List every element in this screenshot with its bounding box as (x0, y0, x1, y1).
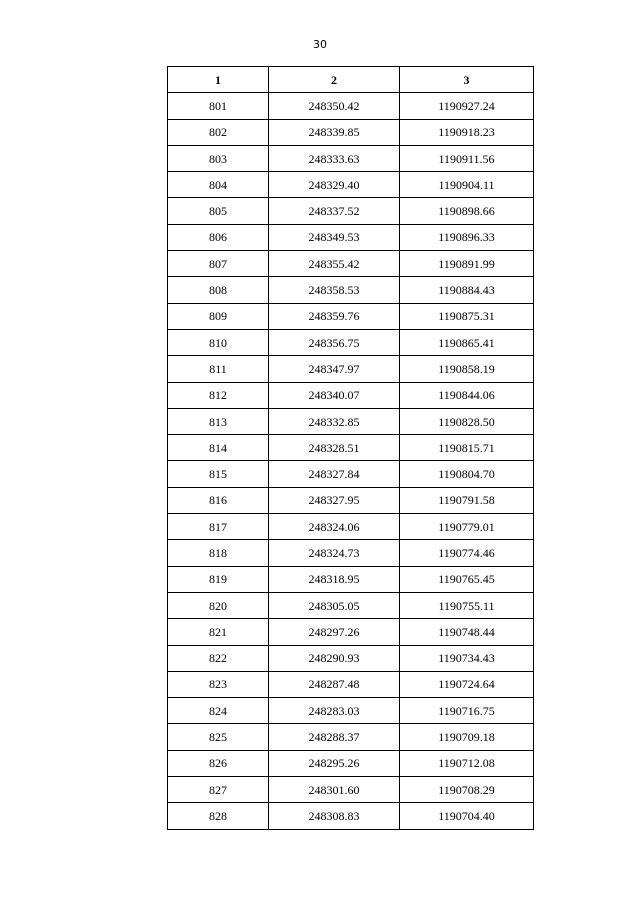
coordinate-y-cell: 1190911.56 (400, 145, 534, 171)
coordinate-y-cell: 1190716.75 (400, 698, 534, 724)
coordinate-x-cell: 248327.95 (269, 487, 400, 513)
coordinate-x-cell: 248340.07 (269, 382, 400, 408)
point-number-cell: 822 (168, 645, 269, 671)
coordinate-x-cell: 248337.52 (269, 198, 400, 224)
coordinate-x-cell: 248333.63 (269, 145, 400, 171)
coordinate-x-cell: 248295.26 (269, 750, 400, 776)
point-number-cell: 826 (168, 750, 269, 776)
point-number-cell: 824 (168, 698, 269, 724)
table-row (168, 803, 534, 829)
table-row (168, 540, 534, 566)
coordinate-y-cell: 1190724.64 (400, 671, 534, 697)
coordinate-x-cell: 248305.05 (269, 592, 400, 618)
column-header-3: 3 (400, 67, 534, 93)
point-number-cell: 807 (168, 251, 269, 277)
table-row (168, 435, 534, 461)
coordinate-x-cell: 248308.83 (269, 803, 400, 829)
table-row (168, 329, 534, 355)
coordinate-y-cell: 1190765.45 (400, 566, 534, 592)
coordinate-x-cell: 248324.06 (269, 514, 400, 540)
coordinate-y-cell: 1190896.33 (400, 224, 534, 250)
table-row (168, 277, 534, 303)
coordinates-table (167, 66, 534, 830)
coordinate-y-cell: 1190858.19 (400, 356, 534, 382)
coordinate-y-cell: 1190844.06 (400, 382, 534, 408)
coordinate-x-cell: 248288.37 (269, 724, 400, 750)
coordinate-y-cell: 1190884.43 (400, 277, 534, 303)
coordinate-x-cell: 248318.95 (269, 566, 400, 592)
point-number-cell: 814 (168, 435, 269, 461)
point-number-cell: 804 (168, 172, 269, 198)
table-row (168, 671, 534, 697)
page-number: 30 (313, 38, 327, 51)
table-row (168, 461, 534, 487)
table-row (168, 224, 534, 250)
coordinate-x-cell: 248349.53 (269, 224, 400, 250)
point-number-cell: 816 (168, 487, 269, 513)
table-row (168, 777, 534, 803)
point-number-cell: 827 (168, 777, 269, 803)
column-header-1: 1 (168, 67, 269, 93)
table-row (168, 251, 534, 277)
table-row (168, 93, 534, 119)
table-row (168, 698, 534, 724)
coordinate-x-cell: 248327.84 (269, 461, 400, 487)
table-row (168, 514, 534, 540)
table-row (168, 119, 534, 145)
point-number-cell: 815 (168, 461, 269, 487)
point-number-cell: 823 (168, 671, 269, 697)
coordinate-y-cell: 1190755.11 (400, 592, 534, 618)
table-row (168, 145, 534, 171)
coordinate-x-cell: 248328.51 (269, 435, 400, 461)
table-row (168, 619, 534, 645)
table-row (168, 566, 534, 592)
coordinate-x-cell: 248358.53 (269, 277, 400, 303)
coordinate-y-cell: 1190734.43 (400, 645, 534, 671)
table-row (168, 198, 534, 224)
table-row (168, 303, 534, 329)
table-body (168, 93, 534, 829)
table-row (168, 750, 534, 776)
coordinate-x-cell: 248329.40 (269, 172, 400, 198)
coordinate-y-cell: 1190804.70 (400, 461, 534, 487)
point-number-cell: 808 (168, 277, 269, 303)
point-number-cell: 811 (168, 356, 269, 382)
coordinate-y-cell: 1190712.08 (400, 750, 534, 776)
table-row (168, 408, 534, 434)
coordinate-x-cell: 248356.75 (269, 329, 400, 355)
coordinate-x-cell: 248332.85 (269, 408, 400, 434)
coordinate-y-cell: 1190918.23 (400, 119, 534, 145)
coordinate-y-cell: 1190927.24 (400, 93, 534, 119)
coordinate-y-cell: 1190815.71 (400, 435, 534, 461)
table-row (168, 356, 534, 382)
column-header-2: 2 (269, 67, 400, 93)
table-row (168, 645, 534, 671)
table-row (168, 724, 534, 750)
coordinate-y-cell: 1190891.99 (400, 251, 534, 277)
coordinate-y-cell: 1190708.29 (400, 777, 534, 803)
point-number-cell: 812 (168, 382, 269, 408)
coordinate-x-cell: 248350.42 (269, 93, 400, 119)
table-row (168, 592, 534, 618)
coordinate-y-cell: 1190709.18 (400, 724, 534, 750)
table-row (168, 487, 534, 513)
point-number-cell: 828 (168, 803, 269, 829)
coordinate-x-cell: 248347.97 (269, 356, 400, 382)
point-number-cell: 803 (168, 145, 269, 171)
coordinate-y-cell: 1190898.66 (400, 198, 534, 224)
coordinate-x-cell: 248290.93 (269, 645, 400, 671)
point-number-cell: 820 (168, 592, 269, 618)
table-row (168, 172, 534, 198)
coordinate-y-cell: 1190904.11 (400, 172, 534, 198)
coordinate-x-cell: 248355.42 (269, 251, 400, 277)
point-number-cell: 821 (168, 619, 269, 645)
point-number-cell: 806 (168, 224, 269, 250)
coordinate-x-cell: 248301.60 (269, 777, 400, 803)
point-number-cell: 809 (168, 303, 269, 329)
coordinate-x-cell: 248297.26 (269, 619, 400, 645)
coordinate-y-cell: 1190875.31 (400, 303, 534, 329)
coordinate-y-cell: 1190828.50 (400, 408, 534, 434)
point-number-cell: 825 (168, 724, 269, 750)
point-number-cell: 805 (168, 198, 269, 224)
table-row (168, 382, 534, 408)
coordinate-x-cell: 248339.85 (269, 119, 400, 145)
coordinate-y-cell: 1190748.44 (400, 619, 534, 645)
coordinate-y-cell: 1190791.58 (400, 487, 534, 513)
coordinate-x-cell: 248283.03 (269, 698, 400, 724)
coordinate-y-cell: 1190865.41 (400, 329, 534, 355)
header-row (168, 67, 534, 93)
coordinate-x-cell: 248359.76 (269, 303, 400, 329)
point-number-cell: 819 (168, 566, 269, 592)
point-number-cell: 802 (168, 119, 269, 145)
coordinate-x-cell: 248287.48 (269, 671, 400, 697)
table-header (168, 67, 534, 93)
point-number-cell: 801 (168, 93, 269, 119)
coordinate-x-cell: 248324.73 (269, 540, 400, 566)
coordinate-y-cell: 1190779.01 (400, 514, 534, 540)
coordinate-y-cell: 1190774.46 (400, 540, 534, 566)
point-number-cell: 817 (168, 514, 269, 540)
point-number-cell: 818 (168, 540, 269, 566)
coordinate-y-cell: 1190704.40 (400, 803, 534, 829)
point-number-cell: 810 (168, 329, 269, 355)
point-number-cell: 813 (168, 408, 269, 434)
